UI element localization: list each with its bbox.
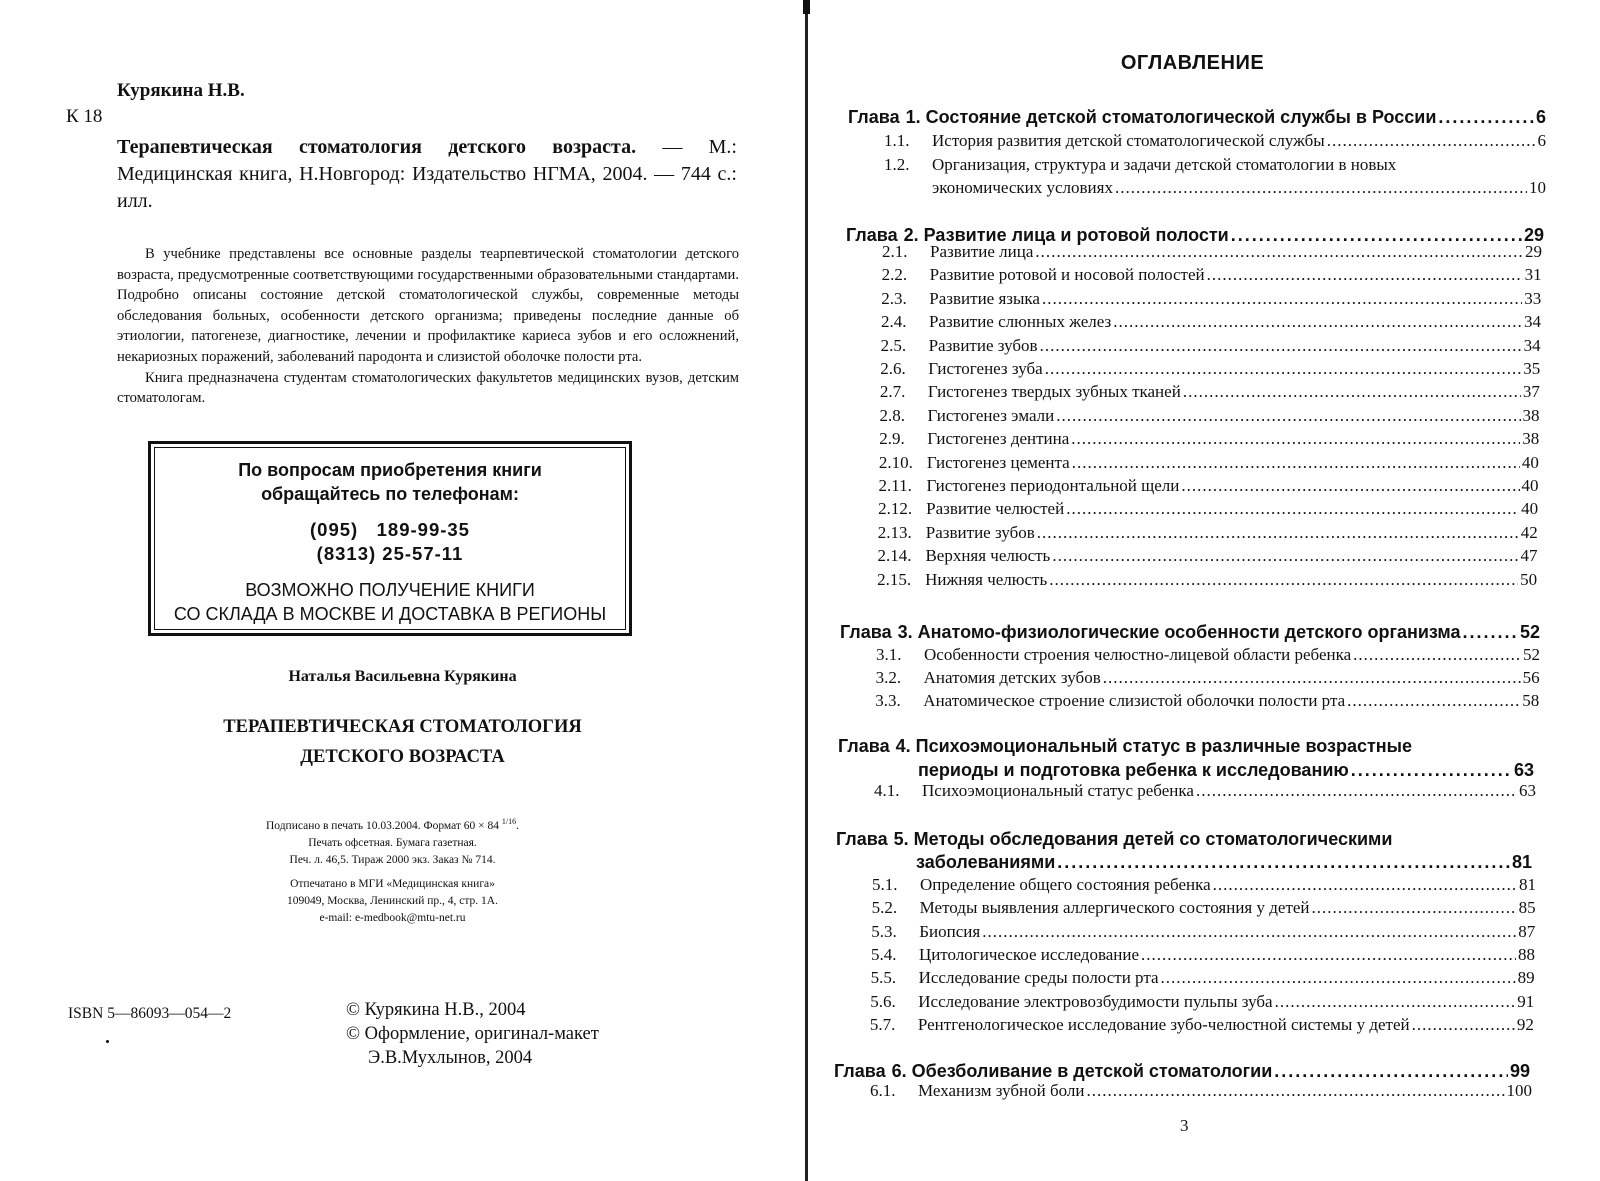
book-title-line: ДЕТСКОГО ВОЗРАСТА bbox=[300, 747, 505, 767]
dot-leader bbox=[1353, 645, 1521, 665]
order-note-line: СО СКЛАДА В МОСКВЕ И ДОСТАВКА В РЕГИОНЫ bbox=[173, 604, 607, 624]
print-information bbox=[0, 813, 785, 927]
toc-section[interactable]: 1.1. История развития детской стоматологической службы ..... 6 bbox=[884, 131, 1546, 151]
section-page: 87 bbox=[1518, 921, 1536, 941]
section-number: 2.6. bbox=[880, 359, 906, 378]
dot-leader bbox=[1196, 781, 1517, 801]
toc-section[interactable] bbox=[881, 336, 1541, 356]
toc-section-continued[interactable]: экономических условиях ..... 10 bbox=[932, 178, 1546, 198]
section-title: Развитие лица bbox=[930, 242, 1034, 261]
dot-leader bbox=[1207, 265, 1523, 285]
section-page: 85 bbox=[1518, 898, 1536, 918]
phone-number: (095) 189-99-35 bbox=[310, 519, 470, 540]
format-fraction: 1/16 bbox=[501, 817, 517, 826]
dot-leader bbox=[1056, 406, 1520, 426]
toc-section[interactable] bbox=[874, 781, 1536, 801]
section-number: 3.1. bbox=[876, 645, 902, 664]
section-number: 5.5. bbox=[870, 968, 897, 988]
order-info-box bbox=[148, 441, 632, 636]
dot-leader bbox=[1412, 1015, 1515, 1035]
book-title bbox=[0, 712, 805, 772]
toc-chapter-5[interactable]: Глава 5. Методы обследования детей со стоматологическими bbox=[836, 829, 1393, 849]
section-title: Развитие челюстей bbox=[926, 499, 1065, 519]
section-title: Развитие ротовой и носовой полостей bbox=[929, 265, 1205, 285]
print-info-line: Печать офсетная. Бумага газетная. bbox=[308, 836, 477, 849]
section-number: 5.4. bbox=[870, 944, 897, 964]
annotation-paragraph: В учебнике представлены все основные разделы теарпевтической стоматологии детского возраста, предусмотренные соответствующими государственными образовательными стандартами. Подробно описаны состояние детской стоматологической службы, современные методы обследования больных, особенности детского организма; приведены последние данные об этиологии, патогенезе, диагностике, лечении и профилактике кариеса зубов и его осложнений, некариозных поражений, заболеваний пародонта и слизистой оболочке полости рта. bbox=[117, 246, 739, 365]
section-page: 81 bbox=[1519, 875, 1536, 894]
dot-leader bbox=[1049, 570, 1518, 590]
section-number: 2.4. bbox=[880, 312, 907, 332]
section-title: Нижняя челюсть bbox=[925, 569, 1048, 589]
section-title: Рентгенологическое исследование зубо-челюстной системы у детей bbox=[917, 1014, 1410, 1034]
section-number: 5.2. bbox=[871, 898, 898, 918]
dot-leader bbox=[1052, 546, 1518, 566]
toc-chapter-2[interactable]: Глава 2. Развитие лица и ротовой полости ..... 29 bbox=[846, 225, 1544, 246]
dot-leader bbox=[1181, 476, 1519, 496]
order-phones bbox=[155, 518, 625, 566]
book-spine bbox=[805, 0, 808, 1181]
section-title: Верхняя челюсть bbox=[925, 546, 1051, 566]
order-note bbox=[155, 578, 625, 626]
section-title: Цитологическое исследование bbox=[918, 944, 1140, 964]
chapter-title: Состояние детской стоматологической службы в России bbox=[925, 107, 1437, 127]
toc-section[interactable] bbox=[871, 922, 1535, 942]
dot-leader bbox=[1141, 945, 1516, 965]
bibliographic-record bbox=[117, 134, 737, 215]
print-info-line: Подписано в печать 10.03.2004. Формат 60 × 84 $^{1/16}$. bbox=[265, 817, 520, 832]
copyright-line: © Курякина Н.В., 2004 bbox=[346, 1000, 526, 1020]
annotation bbox=[117, 244, 739, 409]
section-page: 88 bbox=[1517, 944, 1535, 964]
isbn: ISBN 5—86093—054—2 bbox=[68, 1005, 232, 1022]
toc-section[interactable] bbox=[879, 476, 1539, 496]
section-number: 2.12. bbox=[878, 499, 913, 519]
full-author-text: Наталья Васильевна Курякина bbox=[288, 668, 517, 685]
section-title: Исследование электровозбудимости пульпы зуба bbox=[918, 991, 1273, 1011]
section-number: 5.1. bbox=[872, 875, 898, 894]
section-title: Методы выявления аллергического состояния у детей bbox=[919, 898, 1310, 918]
section-number: 2.5. bbox=[880, 335, 907, 355]
section-page: 89 bbox=[1517, 968, 1535, 988]
section-page: 52 bbox=[1523, 645, 1540, 664]
section-title: Развитие слюнных желез bbox=[928, 312, 1112, 332]
toc-section[interactable] bbox=[871, 968, 1535, 988]
section-title: Развитие языка bbox=[929, 288, 1040, 308]
dot-leader bbox=[1045, 359, 1522, 379]
phone-number: (8313) 25-57-11 bbox=[316, 543, 464, 564]
toc-section[interactable] bbox=[877, 546, 1537, 566]
section-page: 34 bbox=[1523, 312, 1541, 332]
section-number: 6.1. bbox=[870, 1081, 896, 1100]
section-page: 42 bbox=[1520, 522, 1538, 542]
dot-leader bbox=[1071, 429, 1520, 449]
section-page: 91 bbox=[1517, 991, 1535, 1011]
toc-section[interactable] bbox=[879, 429, 1539, 449]
section-page: 47 bbox=[1520, 546, 1538, 566]
dot-leader bbox=[1040, 336, 1522, 356]
section-number: 5.6. bbox=[870, 991, 896, 1011]
section-number: 2.2. bbox=[881, 265, 908, 285]
biblio-title: Терапевтическая стоматология детского возраста. bbox=[117, 136, 637, 158]
print-info-line: Отпечатано в МГИ «Медицинская книга» bbox=[290, 877, 495, 890]
toc-section[interactable] bbox=[872, 875, 1536, 895]
section-page: 56 bbox=[1522, 668, 1540, 688]
dot-leader bbox=[1035, 242, 1523, 262]
chapter-number: 1. bbox=[905, 107, 921, 127]
section-page: 33 bbox=[1524, 288, 1542, 308]
author-heading: Курякина Н.В. bbox=[117, 80, 245, 101]
section-title: Гистогенез твердых зубных тканей bbox=[927, 382, 1181, 402]
dot-leader bbox=[1072, 453, 1520, 473]
section-page: 92 bbox=[1516, 1014, 1534, 1034]
toc-chapter-1[interactable] bbox=[848, 107, 1546, 128]
section-title: Развитие зубов bbox=[925, 522, 1035, 542]
print-info-line: Печ. л. 46,5. Тираж 2000 экз. Заказ № 714. bbox=[289, 853, 496, 866]
toc-chapter-3[interactable]: Глава 3. Анатомо-физиологические особенности детского организма ..... 52 bbox=[840, 622, 1540, 643]
dot-leader bbox=[1042, 289, 1522, 309]
page-number: 3 bbox=[1180, 1116, 1189, 1135]
section-title: Биопсия bbox=[919, 921, 981, 941]
section-title: Гистогенез цемента bbox=[926, 452, 1070, 472]
section-page: 100 bbox=[1506, 1081, 1532, 1100]
biblio-details: — М.: Медицинская книга, Н.Новгород: Издательство НГМА, 2004. — 744 с.: илл. bbox=[117, 136, 737, 212]
dot-leader bbox=[1347, 691, 1520, 711]
section-title: Анатомия детских зубов bbox=[923, 668, 1101, 688]
order-note-line: ВОЗМОЖНО ПОЛУЧЕНИЕ КНИГИ bbox=[245, 580, 535, 600]
section-number: 2.1. bbox=[882, 242, 908, 261]
dot-leader bbox=[1086, 1081, 1504, 1101]
section-page: 40 bbox=[1521, 476, 1539, 495]
dot-leader bbox=[1438, 107, 1534, 128]
section-number: 5.3. bbox=[871, 921, 897, 941]
section-number: 5.7. bbox=[869, 1014, 896, 1034]
full-author-name bbox=[0, 668, 805, 686]
toc-title: ОГЛАВЛЕНИЕ bbox=[1120, 52, 1265, 74]
dot-leader bbox=[1213, 875, 1517, 895]
order-info-box-inner bbox=[154, 447, 626, 630]
section-number: 2.15. bbox=[877, 569, 912, 589]
section-number: 2.9. bbox=[879, 429, 905, 449]
print-info-line: e-mail: e-medbook@mtu-net.ru bbox=[319, 911, 466, 924]
section-title: Механизм зубной боли bbox=[918, 1081, 1085, 1100]
section-number: 2.11. bbox=[878, 476, 912, 495]
section-page: 38 bbox=[1522, 429, 1540, 449]
toc-section[interactable] bbox=[880, 382, 1540, 402]
section-title: Исследование среды полости рта bbox=[918, 968, 1159, 988]
toc-section[interactable] bbox=[871, 945, 1535, 965]
section-page: 50 bbox=[1520, 569, 1538, 589]
section-number: 2.14. bbox=[877, 546, 912, 566]
toc-chapter-5-continued[interactable]: заболеваниями ..... 81 bbox=[916, 852, 1532, 873]
section-page: 34 bbox=[1523, 335, 1541, 355]
order-heading-line: обращайтесь по телефонам: bbox=[261, 484, 519, 504]
section-number: 3.2. bbox=[875, 668, 902, 688]
toc-section[interactable] bbox=[881, 289, 1541, 309]
toc-chapter-4-continued[interactable]: периоды и подготовка ребенка к исследованию ..... 63 bbox=[918, 760, 1534, 781]
dot-leader bbox=[1161, 968, 1516, 988]
section-number: 2.3. bbox=[881, 288, 907, 308]
section-page: 38 bbox=[1522, 405, 1540, 425]
toc-section[interactable] bbox=[870, 1081, 1532, 1101]
toc-section[interactable] bbox=[872, 898, 1536, 918]
toc-chapter-4[interactable]: Глава 4. Психоэмоциональный статус в различные возрастные bbox=[838, 736, 1413, 756]
section-number: 2.10. bbox=[878, 452, 913, 472]
section-number: 2.13. bbox=[877, 522, 912, 542]
toc-section[interactable] bbox=[881, 312, 1541, 332]
annotation-paragraph: Книга предназначена студентам стоматологических факультетов медицинских вузов, детским стоматологам. bbox=[117, 369, 739, 407]
print-info-line: 109049, Москва, Ленинский пр., 4, стр. 1А. bbox=[287, 894, 498, 907]
toc-section[interactable] bbox=[878, 523, 1538, 543]
toc-section[interactable] bbox=[880, 359, 1540, 379]
toc-section[interactable] bbox=[880, 406, 1540, 426]
toc-section[interactable] bbox=[870, 1015, 1534, 1035]
toc-section[interactable] bbox=[877, 570, 1537, 590]
toc-section[interactable] bbox=[876, 645, 1540, 665]
dot-leader bbox=[1183, 382, 1521, 402]
dot-leader bbox=[982, 922, 1516, 942]
toc-section[interactable] bbox=[875, 691, 1539, 711]
section-title: Особенности строения челюстно-лицевой области ребенка bbox=[924, 645, 1352, 664]
section-page: 31 bbox=[1524, 265, 1542, 285]
section-page: 40 bbox=[1521, 452, 1539, 472]
section-title: Развитие зубов bbox=[928, 335, 1038, 355]
section-page: 37 bbox=[1522, 382, 1540, 402]
chapter-page: 6 bbox=[1535, 107, 1546, 127]
copyright-block bbox=[346, 998, 599, 1070]
section-page: 63 bbox=[1519, 781, 1536, 800]
toc-section[interactable] bbox=[882, 265, 1542, 285]
section-page: 58 bbox=[1522, 691, 1540, 711]
section-number: 4.1. bbox=[874, 781, 900, 800]
dot-leader bbox=[1113, 312, 1522, 332]
chapter-label: Глава bbox=[848, 107, 900, 127]
section-title: Определение общего состояния ребенка bbox=[920, 875, 1211, 894]
print-dot bbox=[106, 1040, 109, 1043]
section-title: Гистогенез эмали bbox=[927, 405, 1055, 425]
toc-section[interactable] bbox=[882, 242, 1542, 262]
section-title: Психоэмоциональный статус ребенка bbox=[922, 781, 1194, 800]
section-page: 40 bbox=[1521, 499, 1539, 519]
section-number: 2.8. bbox=[879, 405, 906, 425]
section-number: 3.3. bbox=[875, 691, 901, 711]
section-title: Гистогенез дентина bbox=[927, 429, 1070, 449]
section-title: Гистогенез периодонтальной щели bbox=[926, 476, 1180, 495]
copyright-line: © Оформление, оригинал-макет bbox=[346, 1024, 599, 1044]
index-code: К 18 bbox=[66, 106, 103, 127]
toc-section[interactable] bbox=[876, 668, 1540, 688]
right-page bbox=[820, 0, 1600, 1181]
dot-leader bbox=[1103, 668, 1521, 688]
section-number: 2.7. bbox=[879, 382, 906, 402]
section-title: Гистогенез зуба bbox=[928, 359, 1043, 378]
copyright-line: Э.В.Мухлынов, 2004 bbox=[368, 1048, 533, 1068]
toc-section[interactable] bbox=[879, 453, 1539, 473]
dot-leader bbox=[1275, 992, 1516, 1012]
dot-leader bbox=[1037, 523, 1519, 543]
section-page: 29 bbox=[1525, 242, 1542, 261]
toc-chapter-6[interactable]: Глава 6. Обезболивание в детской стоматологии ..... 99 bbox=[834, 1061, 1530, 1082]
dot-leader bbox=[1066, 499, 1519, 519]
section-title: Анатомическое строение слизистой оболочки полости рта bbox=[923, 691, 1346, 711]
order-heading bbox=[155, 458, 625, 506]
toc-section[interactable] bbox=[878, 499, 1538, 519]
section-page: 35 bbox=[1523, 359, 1541, 378]
toc-section[interactable]: 1.2. Организация, структура и задачи детской стоматологии в новых bbox=[884, 155, 1397, 174]
dot-leader bbox=[1312, 898, 1517, 918]
book-title-line: ТЕРАПЕВТИЧЕСКАЯ СТОМАТОЛОГИЯ bbox=[223, 717, 582, 737]
toc-section[interactable] bbox=[870, 992, 1534, 1012]
order-heading-line: По вопросам приобретения книги bbox=[238, 460, 542, 480]
